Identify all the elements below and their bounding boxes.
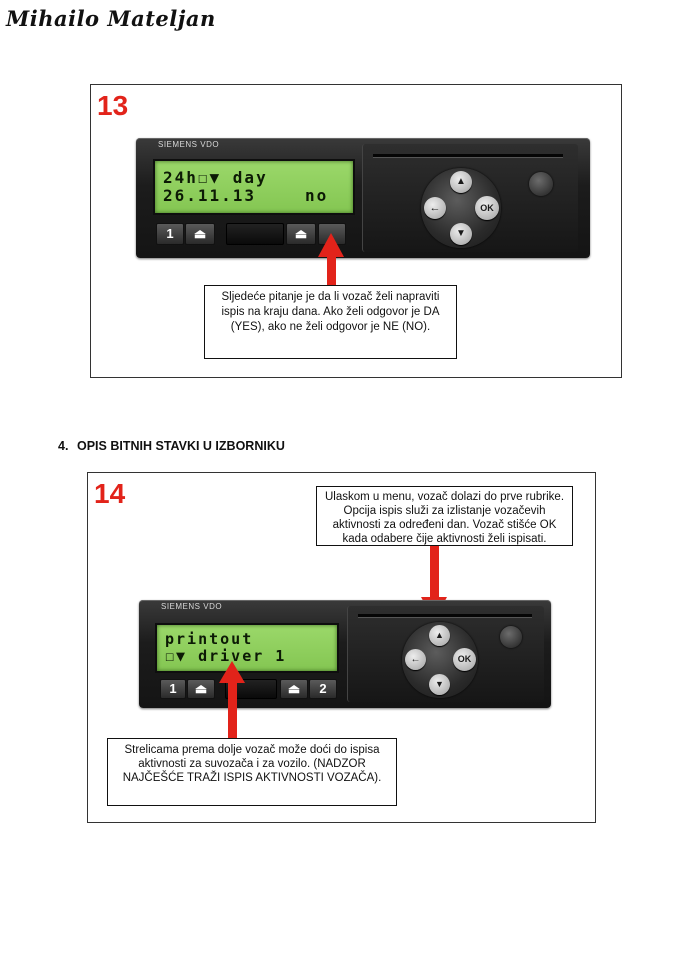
display-line-1: printout [165,630,254,648]
section-number: 4. [58,439,69,453]
tachograph-display [153,159,355,215]
eject-icon: ⏏ [194,681,208,696]
navigation-pad [402,622,478,698]
down-arrow-button[interactable]: ▼ [450,223,472,245]
section-heading [58,439,285,453]
eject-1-button[interactable] [187,679,215,699]
tachograph-device [136,138,590,258]
callout-box: Sljedeće pitanje je da li vozač želi napraviti ispis na kraju dana. Ako želi odgovor je DA (YES), ako ne želi odgovor je NE (NO). [204,285,457,359]
step-number: 13 [97,90,129,121]
callout-box-bottom: Strelicama prema dolje vozač može doći do ispisa aktivnosti za suvozača i za vozilo. (NADZOR NAJČEŠĆE TRAŽI ISPIS AKTIVNOSTI VOZAČA). [107,738,397,806]
printer-slot [226,223,284,245]
red-arrow-top [430,546,439,598]
eject-2-button[interactable] [280,679,308,699]
tachograph-display [155,623,339,673]
red-arrow-bottom [228,682,237,739]
author-signature: Mihailo Mateljan [6,6,216,31]
ok-button[interactable]: OK [475,196,499,220]
step-13-frame [90,84,622,378]
red-arrow-head [318,233,344,257]
display-line-2: ☐▼ driver 1 [165,647,287,665]
up-arrow-button[interactable]: ▲ [450,171,472,193]
card-panel [362,144,578,252]
eject-2-button[interactable] [286,223,316,245]
eject-1-button[interactable] [185,223,215,245]
back-arrow-icon: ← [429,202,441,214]
card-slot [358,614,532,618]
back-arrow-icon: ← [410,654,421,665]
eject-icon: ⏏ [193,226,207,241]
display-line-2-answer: no [305,186,329,205]
display-line-1: 24h☐▼ day [163,168,268,187]
section-title: OPIS BITNIH STAVKI U IZBORNIKU [77,439,285,453]
knob [500,626,522,648]
back-button[interactable] [405,649,426,670]
navigation-pad [421,168,501,248]
driver-2-button[interactable]: 2 [309,679,337,699]
up-arrow-button[interactable]: ▲ [429,625,450,646]
ok-button[interactable]: OK [453,648,476,671]
device-brand: SIEMENS VDO [161,602,223,611]
step-14-frame [87,472,596,823]
eject-icon: ⏏ [287,681,301,696]
card-slot [373,154,563,158]
display-line-2-date: 26.11.13 [163,186,257,205]
knob [529,172,553,196]
down-arrow-button[interactable]: ▼ [429,674,450,695]
tachograph-device [139,600,551,708]
callout-box-top: Ulaskom u menu, vozač dolazi do prve rubrike. Opcija ispis služi za izlistanje vozačevih aktivnosti za određeni dan. Vozač stišće OK kada odabere čije aktivnosti želi ispisati. [316,486,573,546]
eject-icon: ⏏ [294,226,308,241]
red-arrow-bottom-head [219,661,245,683]
step-number: 14 [94,478,126,509]
driver-1-button[interactable]: 1 [156,223,184,245]
driver-1-button[interactable]: 1 [160,679,186,699]
card-panel [347,606,544,702]
back-button[interactable] [424,197,446,219]
device-brand: SIEMENS VDO [158,140,220,149]
red-arrow [327,255,336,285]
